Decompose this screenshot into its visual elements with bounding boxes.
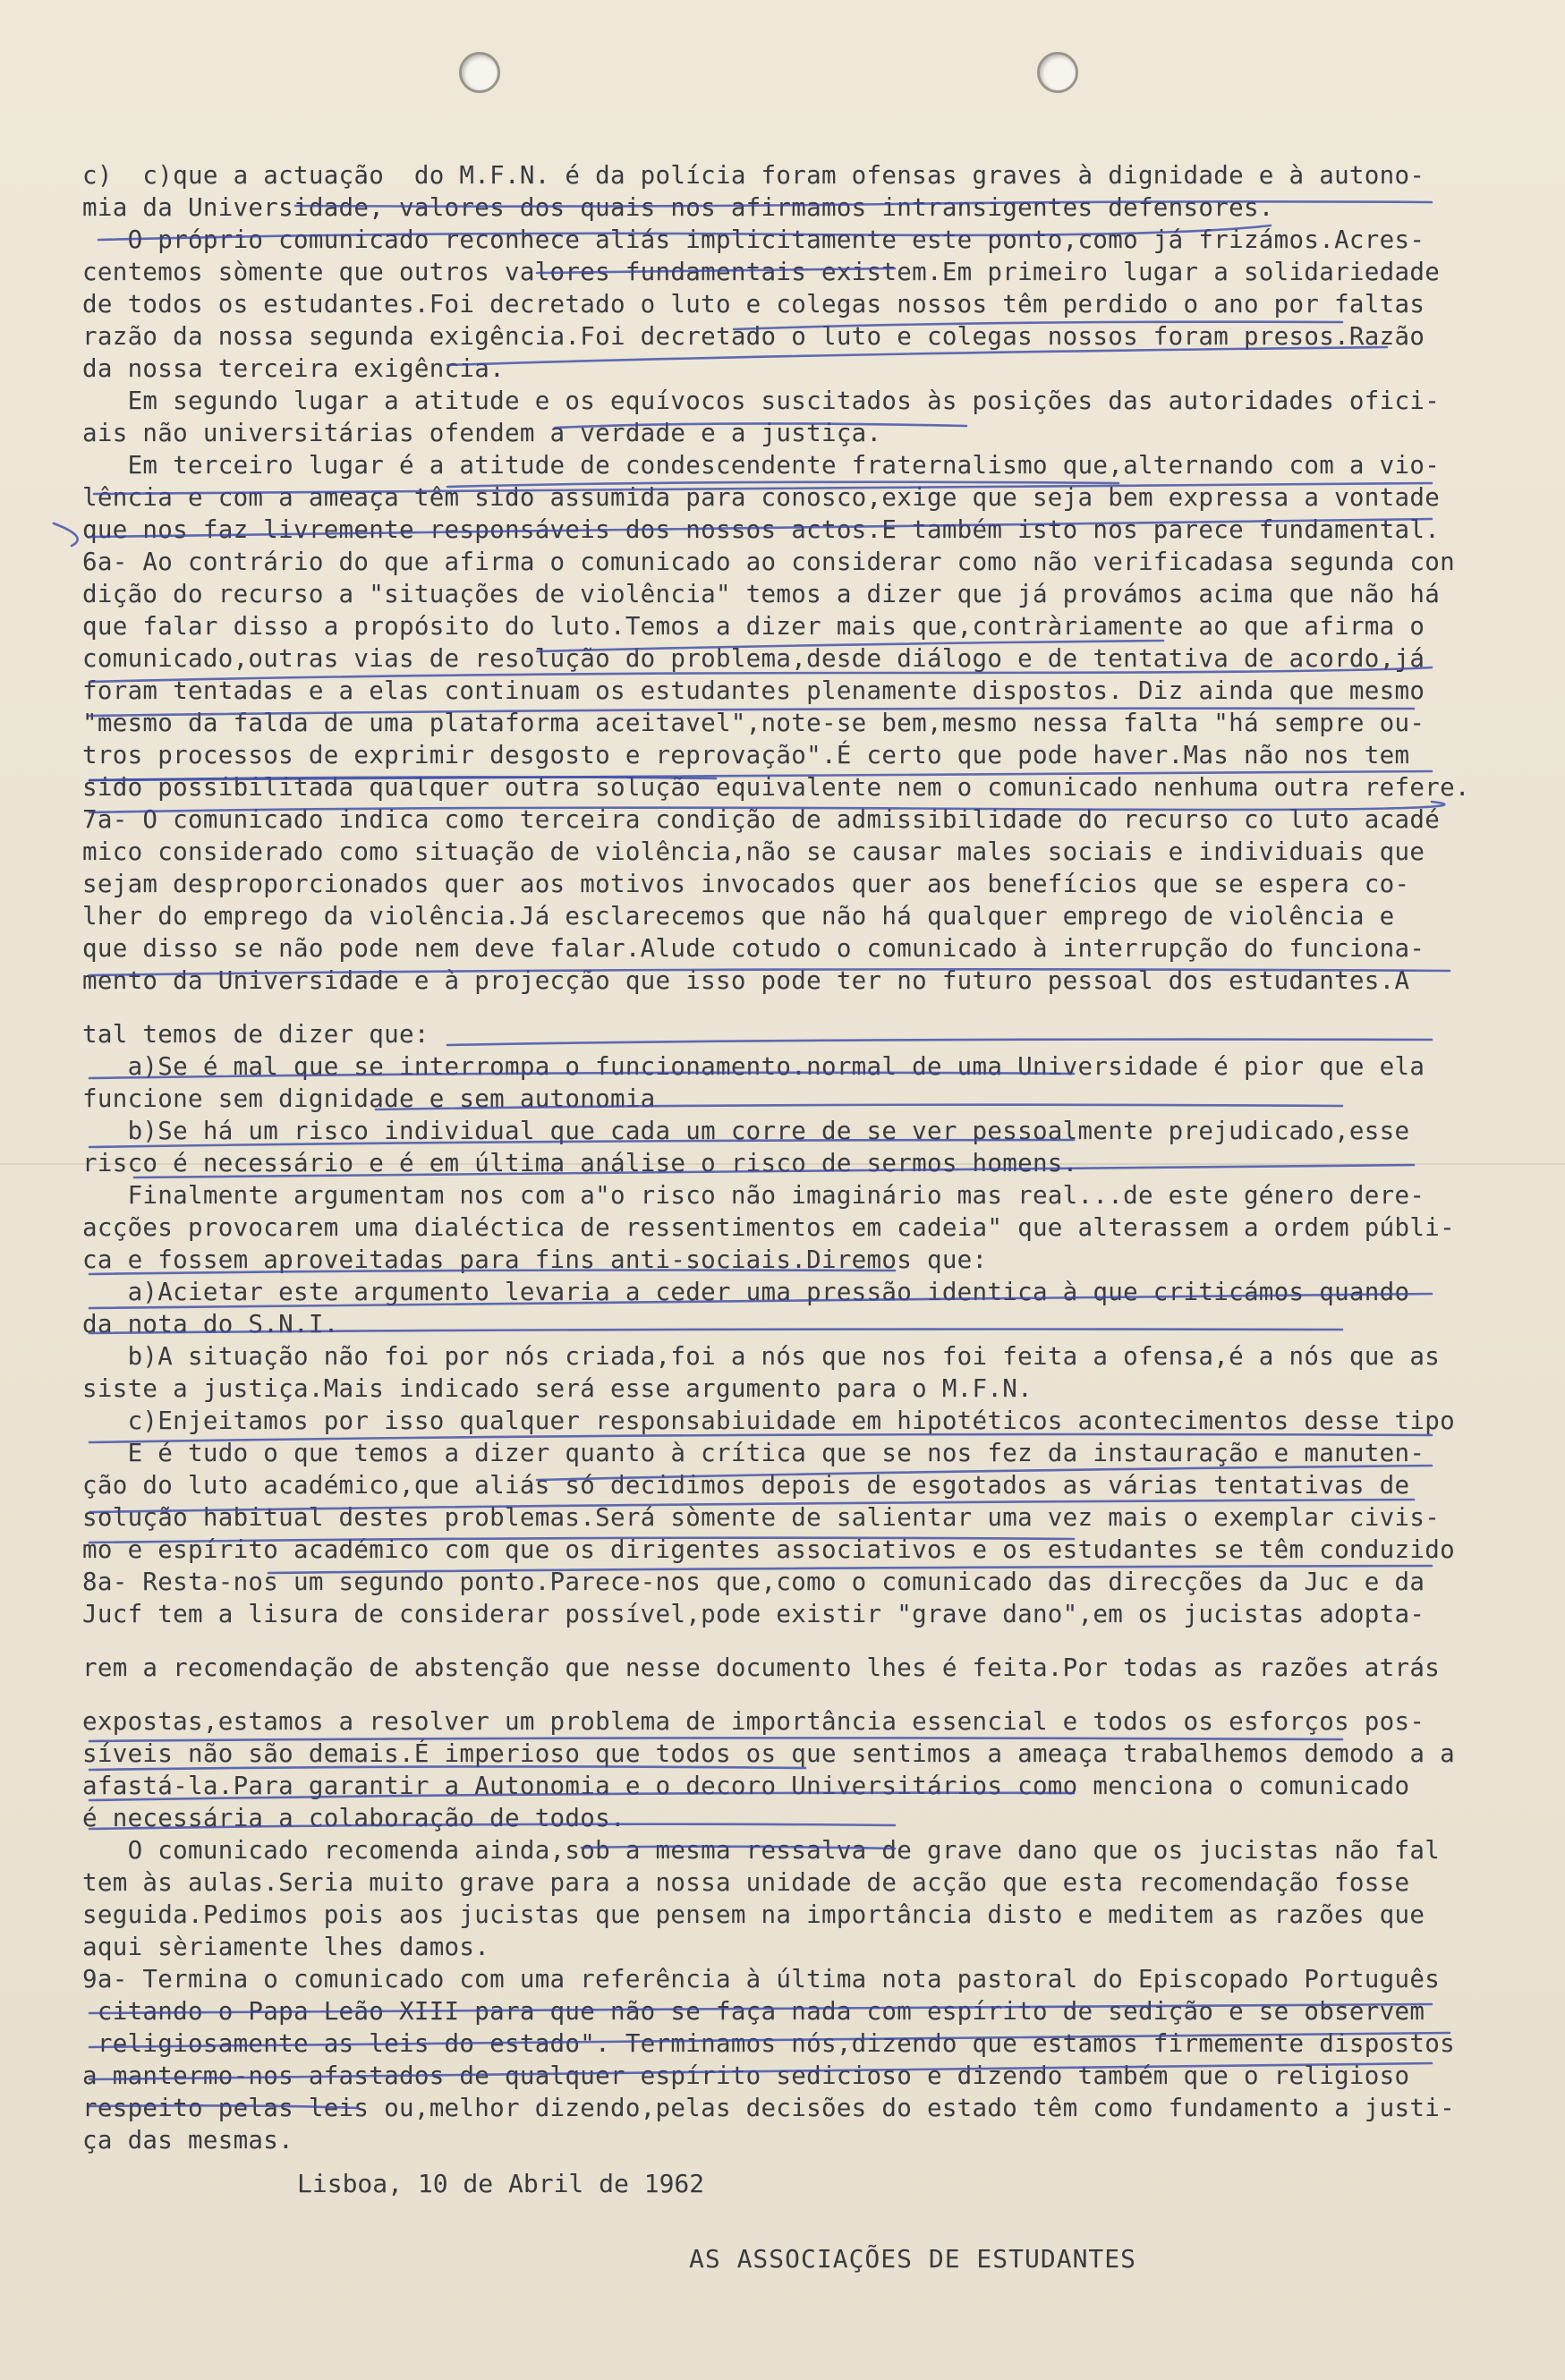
text-line: funcione sem dignidade e sem autonomia bbox=[82, 1084, 656, 1113]
text-line: razão da nossa segunda exigência.Foi decretado o luto e colegas nossos foram presos.Razão bbox=[82, 322, 1425, 351]
text-line: 8a- Resta-nos um segundo ponto.Parece-nos que,como o comunicado das direcções da Juc e da bbox=[82, 1568, 1425, 1596]
text-line: Finalmente argumentam nos com a"o risco não imaginário mas real...de este género dere- bbox=[82, 1181, 1425, 1210]
text-line: c) c)que a actuação do M.F.N. é da polícia foram ofensas graves à dignidade e à autono- bbox=[82, 161, 1425, 190]
text-line: citando o Papa Leão XIII para que não se faça nada com espírito de sedição e se observem bbox=[82, 1997, 1425, 2026]
text-line: b)A situação não foi por nós criada,foi a nós que nos foi feita a ofensa,é a nós que as bbox=[82, 1342, 1441, 1371]
text-line: ça das mesmas. bbox=[82, 2126, 293, 2155]
text-line: Jucf tem a lisura de considerar possível,pode existir "grave dano",em os jucistas adopta- bbox=[82, 1600, 1425, 1628]
punch-hole-left bbox=[459, 52, 500, 93]
text-line: da nota do S.N.I. bbox=[82, 1310, 339, 1339]
text-line: c)Enjeitamos por isso qualquer responsabiuidade em hipotéticos acontecimentos desse tipo bbox=[82, 1407, 1455, 1435]
text-line: foram tentadas e a elas continuam os estudantes plenamente dispostos. Diz ainda que mesmo bbox=[82, 676, 1425, 705]
text-line: religiosamente as leis do estado". Terminamos nós,dizendo que estamos firmemente dispostos bbox=[82, 2029, 1455, 2058]
text-line: O próprio comunicado reconhece aliás implicitamente este ponto,como já frizámos.Acres- bbox=[82, 225, 1425, 254]
text-line: 9a- Termina o comunicado com uma referência à última nota pastoral do Episcopado Português bbox=[82, 1965, 1441, 1993]
text-line: "mesmo da falda de uma plataforma aceitavel",note-se bem,mesmo nessa falta "há sempre ou- bbox=[82, 709, 1425, 737]
text-line: tros processos de exprimir desgosto e reprovação".É certo que pode haver.Mas não nos tem bbox=[82, 741, 1410, 769]
text-line: acções provocarem uma dialéctica de ressentimentos em cadeia" que alterassem a ordem públi- bbox=[82, 1213, 1455, 1242]
text-line: Em terceiro lugar é a atitude de condescendente fraternalismo que,alternando com a vio- bbox=[82, 451, 1441, 480]
text-line: tem às aulas.Seria muito grave para a nossa unidade de acção que esta recomendação fosse bbox=[82, 1868, 1410, 1897]
text-line: síveis não são demais.É imperioso que todos os que sentimos a ameaça trabalhemos demodo a a bbox=[82, 1739, 1455, 1768]
text-line: ais não universitárias ofendem a verdade e a justiça. bbox=[82, 419, 882, 447]
text-line: comunicado,outras vias de resolução do problema,desde diálogo e de tentativa de acordo,já bbox=[82, 644, 1425, 673]
text-line bbox=[82, 1630, 1496, 1652]
text-line: E é tudo o que temos a dizer quanto à crítica que se nos fez da instauração e manuten- bbox=[82, 1439, 1425, 1467]
text-line: aqui sèriamente lhes damos. bbox=[82, 1933, 490, 1961]
text-line: dição do recurso a "situações de violência" temos a dizer que já provámos acima que não há bbox=[82, 580, 1441, 608]
text-line: risco é necessário e é em última análise o risco de sermos homens. bbox=[82, 1149, 1078, 1177]
text-line: sido possibilitada qualquer outra solução equivalente nem o comunicado nenhuma outra refere. bbox=[82, 773, 1470, 802]
punch-hole-right bbox=[1037, 52, 1078, 93]
text-line: centemos sòmente que outros valores fundamentais existem.Em primeiro lugar a solidariedade bbox=[82, 258, 1441, 286]
signature-line: AS ASSOCIAÇÕES DE ESTUDANTES bbox=[689, 2244, 1137, 2274]
text-line: rem a recomendação de abstenção que nesse documento lhes é feita.Por todas as razões atrás bbox=[82, 1653, 1441, 1682]
text-line: de todos os estudantes.Foi decretado o luto e colegas nossos têm perdido o ano por faltas bbox=[82, 290, 1425, 319]
text-line: que nos faz livremente responsáveis dos nossos actos.E também isto nos parece fundamental. bbox=[82, 515, 1441, 544]
text-line: tal temos de dizer que: bbox=[82, 1020, 430, 1049]
text-line: mento da Universidade e à projecção que isso pode ter no futuro pessoal dos estudantes.A bbox=[82, 966, 1410, 995]
text-line: expostas,estamos a resolver um problema de importância essencial e todos os esforços pos- bbox=[82, 1707, 1425, 1736]
text-line: seguida.Pedimos pois aos jucistas que pensem na importância disto e meditem as razões que bbox=[82, 1900, 1425, 1929]
text-line bbox=[82, 1684, 1496, 1705]
text-line: sejam desproporcionados quer aos motivos invocados quer aos benefícios que se espera co- bbox=[82, 870, 1410, 898]
text-line: 6a- Ao contrário do que afirma o comunicado ao considerar como não verificadasa segunda con bbox=[82, 548, 1455, 576]
typed-text-body bbox=[82, 159, 1496, 2156]
text-line: a)Acietar este argumento levaria a ceder uma pressão identica à que criticámos quando bbox=[82, 1278, 1410, 1306]
text-line: que disso se não pode nem deve falar.Alude cotudo o comunicado à interrupção do funciona- bbox=[82, 934, 1425, 963]
text-line: siste a justiça.Mais indicado será esse argumento para o M.F.N. bbox=[82, 1374, 1033, 1403]
text-line bbox=[82, 997, 1496, 1018]
text-line: a mantermo-nos afastados de qualquer espírito sedicioso e dizendo também que o religioso bbox=[82, 2061, 1410, 2090]
text-line: O comunicado recomenda ainda,sob a mesma ressalva de grave dano que os jucistas não fal bbox=[82, 1836, 1441, 1865]
text-line: mia da Universidade, valores dos quais nos afirmamos intransigentes defensores. bbox=[82, 193, 1274, 222]
text-line: lência e com a ameaça têm sido assumida para conosco,exige que seja bem expressa a vontade bbox=[82, 483, 1441, 512]
text-line: respeito pelas leis ou,melhor dizendo,pelas decisões do estado têm como fundamento a justi- bbox=[82, 2094, 1455, 2122]
text-line: a)Se é mal que se interrompa o funcionamento.normal de uma Universidade é pior que ela bbox=[82, 1052, 1425, 1081]
text-line: ca e fossem aproveitadas para fins anti-sociais.Diremos que: bbox=[82, 1245, 988, 1274]
text-line: é necessária a colaboração de todos. bbox=[82, 1804, 625, 1832]
text-line: que falar disso a propósito do luto.Temos a dizer mais que,contràriamente ao que afirma o bbox=[82, 612, 1425, 641]
text-line: mo e espírito académico com que os dirigentes associativos e os estudantes se têm conduzido bbox=[82, 1535, 1455, 1564]
text-line: 7a- O comunicado indica como terceira condição de admissibilidade do recurso co luto acadé bbox=[82, 805, 1441, 834]
text-line: ção do luto académico,que aliás só decidimos depois de esgotados as várias tentativas de bbox=[82, 1471, 1410, 1500]
date-line: Lisboa, 10 de Abril de 1962 bbox=[297, 2169, 705, 2198]
text-line: mico considerado como situação de violência,não se causar males sociais e individuais que bbox=[82, 837, 1425, 866]
text-line: da nossa terceira exigência. bbox=[82, 354, 505, 383]
text-line: afastá-la.Para garantir a Autonomia e o decoro Universitários como menciona o comunicado bbox=[82, 1772, 1410, 1800]
text-line: Em segundo lugar a atitude e os equívocos suscitados às posições das autoridades ofici- bbox=[82, 387, 1441, 415]
text-line: lher do emprego da violência.Já esclarecemos que não há qualquer emprego de violência e bbox=[82, 902, 1395, 931]
text-line: solução habitual destes problemas.Será sòmente de salientar uma vez mais o exemplar civis- bbox=[82, 1503, 1441, 1532]
text-line: b)Se há um risco individual que cada um corre de se ver pessoalmente prejudicado,esse bbox=[82, 1117, 1410, 1145]
